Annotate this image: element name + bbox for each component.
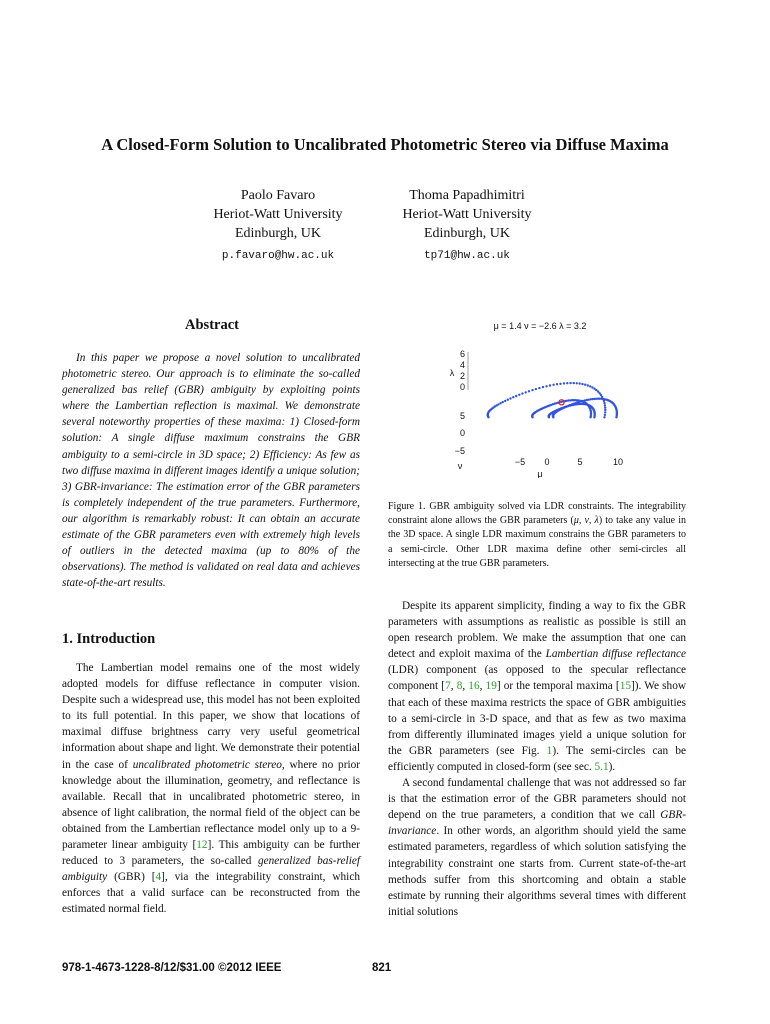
x-tick-label: −5 xyxy=(514,457,526,467)
text-run: Figure 1. GBR ambiguity solved via LDR constraints. The integrability constraint alone allows the GBR parameters ( xyxy=(388,501,686,527)
data-point xyxy=(531,389,533,391)
data-point xyxy=(604,407,606,409)
page-number: 821 xyxy=(372,962,392,974)
text-run: ). The semi-circles can be efficiently computed in closed-form (see sec. xyxy=(388,744,686,773)
citation-link[interactable]: 19 xyxy=(485,680,497,693)
data-point xyxy=(603,416,605,418)
text-run: Despite its apparent simplicity, finding a way to fix the GBR parameters with assumptions as realistic as possible is still an open research problem. We make the assumption that one can detect and exploit maxima of the xyxy=(388,600,686,661)
emphasis-text: generalized bas-relief ambiguity xyxy=(62,855,360,884)
data-point xyxy=(507,399,509,401)
data-point xyxy=(581,383,583,385)
section-heading: 1. Introduction xyxy=(62,631,156,647)
text-run: ], via the integrability constraint, which enforces that a valid surface can be reconstructed from the estimated normal field. xyxy=(62,871,360,916)
y-tick-label: 0 xyxy=(459,428,465,438)
intro-paragraph xyxy=(62,660,360,918)
data-point xyxy=(548,416,550,418)
data-point xyxy=(487,416,489,418)
text-run: , xyxy=(450,680,457,693)
z-axis-label: λ xyxy=(449,368,455,378)
citation-link[interactable]: 16 xyxy=(468,680,480,693)
author-block xyxy=(367,186,567,266)
data-point xyxy=(604,414,606,416)
data-point xyxy=(556,383,558,385)
data-point xyxy=(586,399,588,401)
data-point xyxy=(512,396,514,398)
abstract-text: In this paper we propose a novel solution to uncalibrated photometric stereo. Our approach is to eliminate the so-called generalized bas relief (GBR) ambiguity by exploiting points where the Lambertian reflection is maximal. We demonstrate several noteworthy properties of these maxima: 1) Closed-form solution: A single diffuse maximum constrains the GBR ambiguity to a semi-circle in 3D space; 2) Efficiency: As few as two diffuse maxima in different images identify a unique solution; 3) GBR-invariance: The estimation error of the GBR parameters is completely independent of the true parameters. Furthermore, our algorithm is remarkably robust: It can obtain an accurate estimate of the GBR parameters even with extremely high levels of outliers in the detected maxima (up to 80% of the observations). The method is validated on real data and achieves state-of-the-art results. xyxy=(62,352,360,590)
y-tick-label: 5 xyxy=(459,411,465,421)
data-point xyxy=(509,397,511,399)
data-point xyxy=(502,401,504,403)
text-run: ]). We show that each of these maxima restricts the space of GBR ambiguities to a semi-circle in 3-D space, and that as few as two maxima from differently illuminated images yield a unique solution for the GBR parameters (see Fig. xyxy=(388,680,686,757)
author-email: p.favaro@hw.ac.uk xyxy=(221,250,335,262)
x-tick-label: 0 xyxy=(544,457,550,467)
data-point xyxy=(579,382,581,384)
data-point xyxy=(531,416,533,418)
author-affiliation: Heriot-Watt University xyxy=(213,207,343,222)
citation-link[interactable]: 12 xyxy=(196,839,208,852)
y-tick-label: −5 xyxy=(454,446,465,456)
text-run: (GBR) [ xyxy=(107,871,156,884)
emphasis-text: GBR-invariance xyxy=(388,809,686,838)
data-point xyxy=(515,395,517,397)
text-run: , xyxy=(462,680,469,693)
paper-title: A Closed-Form Solution to Uncalibrated Photometric Stereo via Diffuse Maxima xyxy=(101,135,669,154)
text-run: , xyxy=(479,680,486,693)
text-run: , where no prior knowledge about the illumination, geometry, and reflectance is available. Recall that in uncalibrated photometric stereo, in absence of light calibration, the normal field of the object can be obtained from the Lambertian reflectance model only up to a 9-parameter linear ambiguity [ xyxy=(62,758,361,852)
x-tick-label: 10 xyxy=(612,457,624,467)
data-point xyxy=(563,382,565,384)
z-tick-label: 2 xyxy=(459,371,465,381)
citation-link[interactable]: 7 xyxy=(445,680,451,693)
data-point xyxy=(518,394,520,396)
citation-link[interactable]: 4 xyxy=(155,871,162,884)
text-run: . In other words, an algorithm should yield the same estimated parameters, regardless of which solution satisfying the integrability constraint one starts from. Current state-of-the-art methods suffer from this shortcoming and obtain a stable estimate by running their algorithms several times with different initial solutions xyxy=(388,825,686,918)
citation-link[interactable]: 8 xyxy=(456,680,463,693)
emphasis-text: μ, ν, λ xyxy=(573,515,599,527)
data-point xyxy=(584,384,586,386)
author-name: Paolo Favaro xyxy=(240,188,316,203)
x-axis-label: μ xyxy=(537,469,543,478)
data-point xyxy=(549,384,551,386)
right-column xyxy=(388,598,686,920)
emphasis-text: uncalibrated photometric stereo xyxy=(132,758,282,771)
data-point xyxy=(576,382,578,384)
intro-column xyxy=(62,660,360,918)
chart-axes xyxy=(450,349,623,478)
body-paragraph xyxy=(388,598,686,775)
data-point xyxy=(604,404,606,406)
data-point xyxy=(542,386,544,388)
data-point xyxy=(566,382,568,384)
data-point xyxy=(528,390,530,392)
footer-isbn: 978-1-4673-1228-8/12/$31.00 ©2012 IEEE xyxy=(62,962,282,974)
text-run: (LDR) component (as opposed to the specular reflectance component [ xyxy=(388,664,686,693)
author-affiliation: Heriot-Watt University xyxy=(402,207,532,222)
data-point xyxy=(593,388,595,390)
data-point xyxy=(535,388,537,390)
data-point xyxy=(573,382,575,384)
data-point xyxy=(504,400,506,402)
text-run: ]. This ambiguity can be further reduced to 3 parameters, the so-called xyxy=(62,839,360,868)
text-run: The Lambertian model remains one of the most widely adopted models for diffuse reflectance in computer vision. Despite such a widespread use, this model has not been exploited to its full potential. In this paper, we show that locations of maximal diffuse brightness carry very useful geometrical information about shape and light. We demonstrate their potential in the case of xyxy=(62,662,360,771)
data-point xyxy=(587,384,589,386)
citation-link[interactable]: 5.1 xyxy=(594,760,609,773)
author-location: Edinburgh, UK xyxy=(234,226,322,241)
text-run: ). xyxy=(608,760,616,773)
data-point xyxy=(603,402,605,404)
emphasis-text: Lambertian diffuse reflectance xyxy=(545,648,686,661)
data-point xyxy=(604,411,606,413)
x-tick-label: 5 xyxy=(577,457,583,467)
data-point xyxy=(538,387,540,389)
data-point xyxy=(521,392,523,394)
z-tick-label: 4 xyxy=(459,360,465,370)
data-point xyxy=(525,391,527,393)
abstract-heading: Abstract xyxy=(185,317,239,333)
author-location: Edinburgh, UK xyxy=(423,226,511,241)
data-point xyxy=(591,386,593,388)
y-axis-label: ν xyxy=(457,461,463,471)
data-point xyxy=(499,402,501,404)
citation-link[interactable]: 1 xyxy=(546,744,553,757)
data-point xyxy=(589,385,591,387)
data-point xyxy=(545,385,547,387)
figure-caption xyxy=(388,500,686,571)
chart-title: μ = 1.4 ν = −2.6 λ = 3.2 xyxy=(493,321,587,331)
z-tick-label: 0 xyxy=(459,382,465,392)
z-tick-label: 6 xyxy=(459,349,465,359)
data-point xyxy=(559,383,561,385)
data-point xyxy=(569,382,571,384)
body-paragraph xyxy=(388,775,686,920)
data-point xyxy=(552,384,554,386)
gbr-figure xyxy=(440,318,640,478)
author-block xyxy=(178,186,378,266)
author-email: tp71@hw.ac.uk xyxy=(424,250,510,262)
author-name: Thoma Papadhimitri xyxy=(409,188,525,203)
data-point xyxy=(552,416,554,418)
text-run: ) to take any value in the 3D space. A single LDR maximum constrains the GBR parameters to a semi-circle. Other LDR maxima define other semi-circles all intersecting at the true GBR parameters. xyxy=(388,515,686,569)
chart-series xyxy=(487,382,619,419)
citation-link[interactable]: 15 xyxy=(619,680,631,693)
text-run: A second fundamental challenge that was not addressed so far is that the estimation error of the GBR parameters should not depend on the true parameters, a condition that we call xyxy=(388,777,686,822)
data-point xyxy=(604,409,606,411)
text-run: ] or the temporal maxima [ xyxy=(496,680,620,693)
